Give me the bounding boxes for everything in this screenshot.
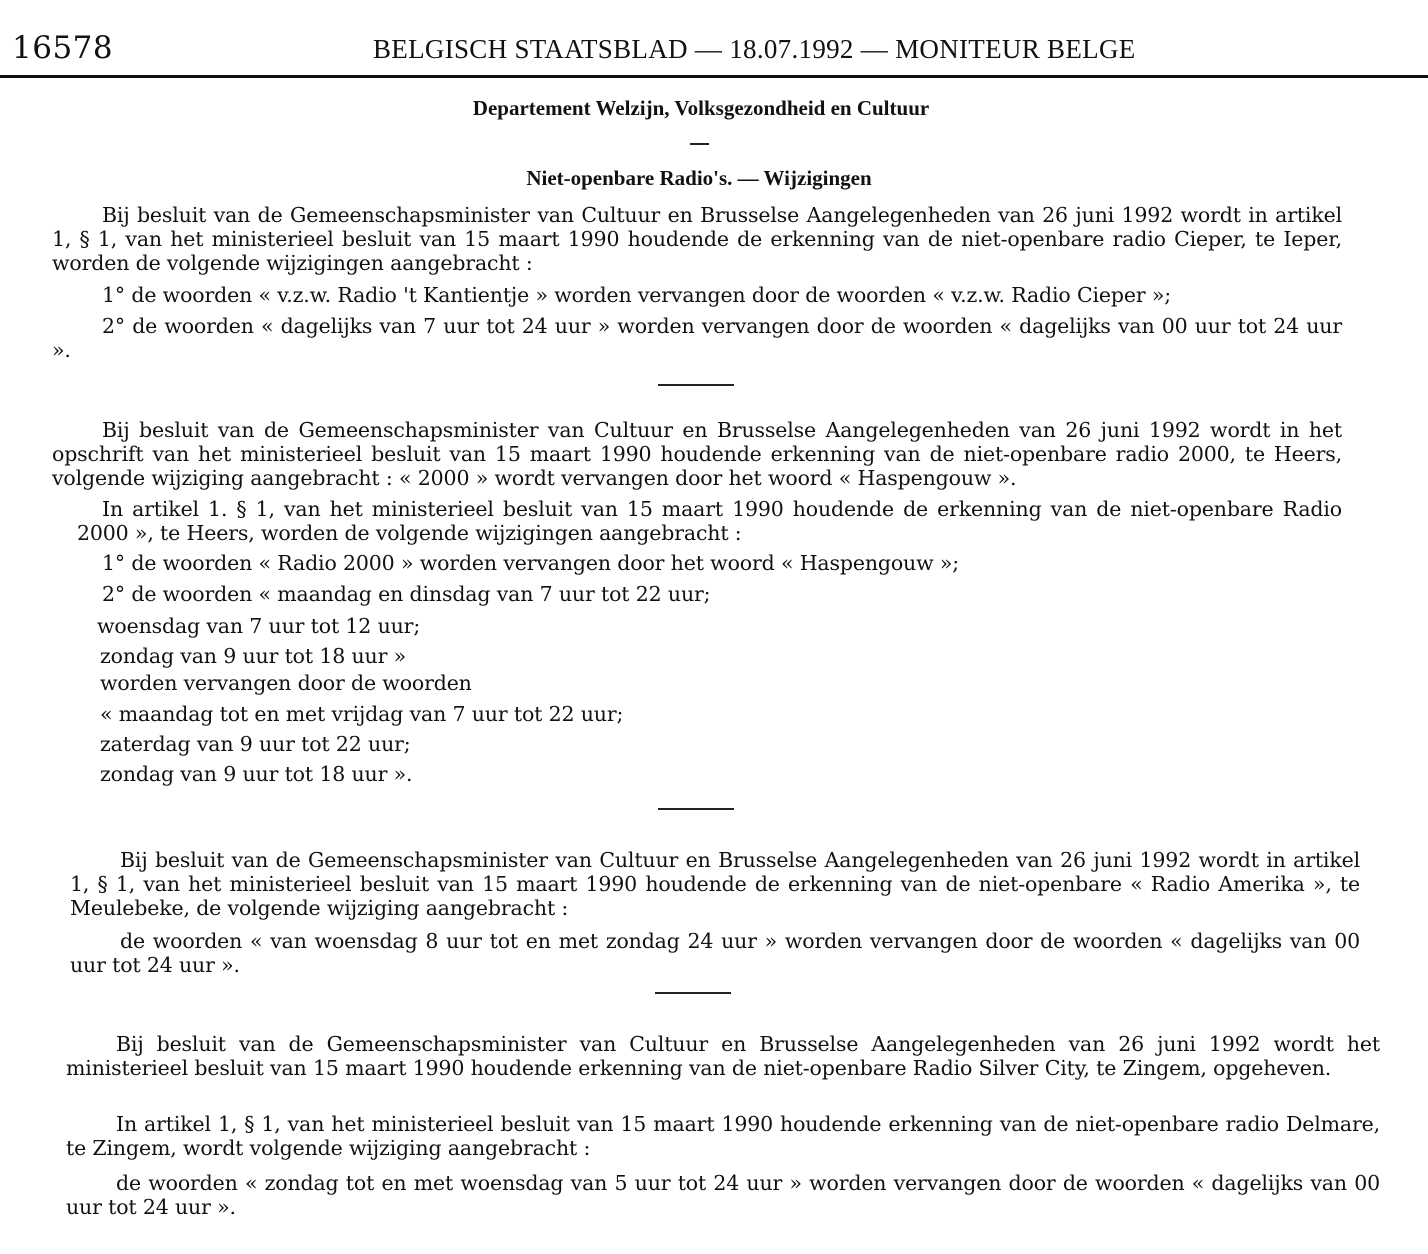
block1-item2: 2° de woorden « dagelijks van 7 uur tot 24 uur » worden vervangen door de woorden « dagelijks van 00 uur tot 24 uur ». <box>52 314 1342 362</box>
separator-rule <box>655 992 731 994</box>
page-header <box>0 30 1428 74</box>
department-heading: Departement Welzijn, Volksgezondheid en Cultuur <box>472 96 930 120</box>
block4-intro: Bij besluit van de Gemeenschapsminister van Cultuur en Brusselse Aangelegenheden van 26 juni 1992 wordt het ministerieel besluit van 15 maart 1990 houdende erkenning van de niet-openbare Radio Silver City, te Zingem, opgeheven. <box>66 1032 1380 1080</box>
block2-item2: 2° de woorden « maandag en dinsdag van 7 uur tot 22 uur; <box>102 582 711 606</box>
block2-line6: zondag van 9 uur tot 18 uur ». <box>100 762 413 786</box>
block3-intro: Bij besluit van de Gemeenschapsminister van Cultuur en Brusselse Aangelegenheden van 26 juni 1992 wordt in artikel 1, § 1, van het ministerieel besluit van 15 maart 1990 houdende de erkenning van de niet-openbare « Radio Amerika », te Meulebeke, de volgende wijziging aangebracht : <box>70 848 1360 920</box>
block4-article: In artikel 1, § 1, van het ministerieel besluit van 15 maart 1990 houdende erkenning van de niet-openbare radio Delmare, te Zingem, wordt volgende wijziging aangebracht : <box>66 1112 1380 1160</box>
block2-line1: woensdag van 7 uur tot 12 uur; <box>97 614 421 638</box>
block2-line2: zondag van 9 uur tot 18 uur » <box>100 644 406 668</box>
block4-item: de woorden « zondag tot en met woensdag van 5 uur tot 24 uur » worden vervangen door de woorden « dagelijks van 00 uur tot 24 uur ». <box>66 1171 1380 1219</box>
block2-article: In artikel 1. § 1, van het ministerieel besluit van 15 maart 1990 houdende de erkenning van de niet-openbare Radio 2000 », te Heers, worden de volgende wijzigingen aangebracht : <box>77 497 1342 545</box>
running-title: BELGISCH STAATSBLAD — 18.07.1992 — MONITEUR BELGE <box>373 34 1136 64</box>
block1-item1: 1° de woorden « v.z.w. Radio 't Kantientje » worden vervangen door de woorden « v.z.w. Radio Cieper »; <box>102 283 1171 307</box>
block2-intro: Bij besluit van de Gemeenschapsminister van Cultuur en Brusselse Aangelegenheden van 26 juni 1992 wordt in het opschrift van het ministerieel besluit van 15 maart 1990 houdende erkenning van de niet-openbare radio 2000, te Heers, volgende wijziging aangebracht : « 2000 » wordt vervangen door het woord « Haspengouw ». <box>52 418 1342 490</box>
section-title: Niet-openbare Radio's. — Wijzigingen <box>526 166 872 190</box>
block2-line5: zaterdag van 9 uur tot 22 uur; <box>100 732 411 756</box>
block2-line4: « maandag tot en met vrijdag van 7 uur tot 22 uur; <box>100 702 624 726</box>
page-number: 16578 <box>12 30 114 66</box>
block3-item: de woorden « van woensdag 8 uur tot en met zondag 24 uur » worden vervangen door de woorden « dagelijks van 00 uur tot 24 uur ». <box>70 929 1360 977</box>
heading-dash <box>690 143 709 145</box>
header-rule <box>0 75 1428 78</box>
block2-line3: worden vervangen door de woorden <box>100 671 472 695</box>
block1-intro: Bij besluit van de Gemeenschapsminister van Cultuur en Brusselse Aangelegenheden van 26 juni 1992 wordt in artikel 1, § 1, van het ministerieel besluit van 15 maart 1990 houdende de erkenning van de niet-openbare radio Cieper, te Ieper, worden de volgende wijzigingen aangebracht : <box>52 203 1342 275</box>
separator-rule <box>658 808 734 810</box>
block2-item1: 1° de woorden « Radio 2000 » worden vervangen door het woord « Haspengouw »; <box>102 551 960 575</box>
separator-rule <box>658 384 734 386</box>
